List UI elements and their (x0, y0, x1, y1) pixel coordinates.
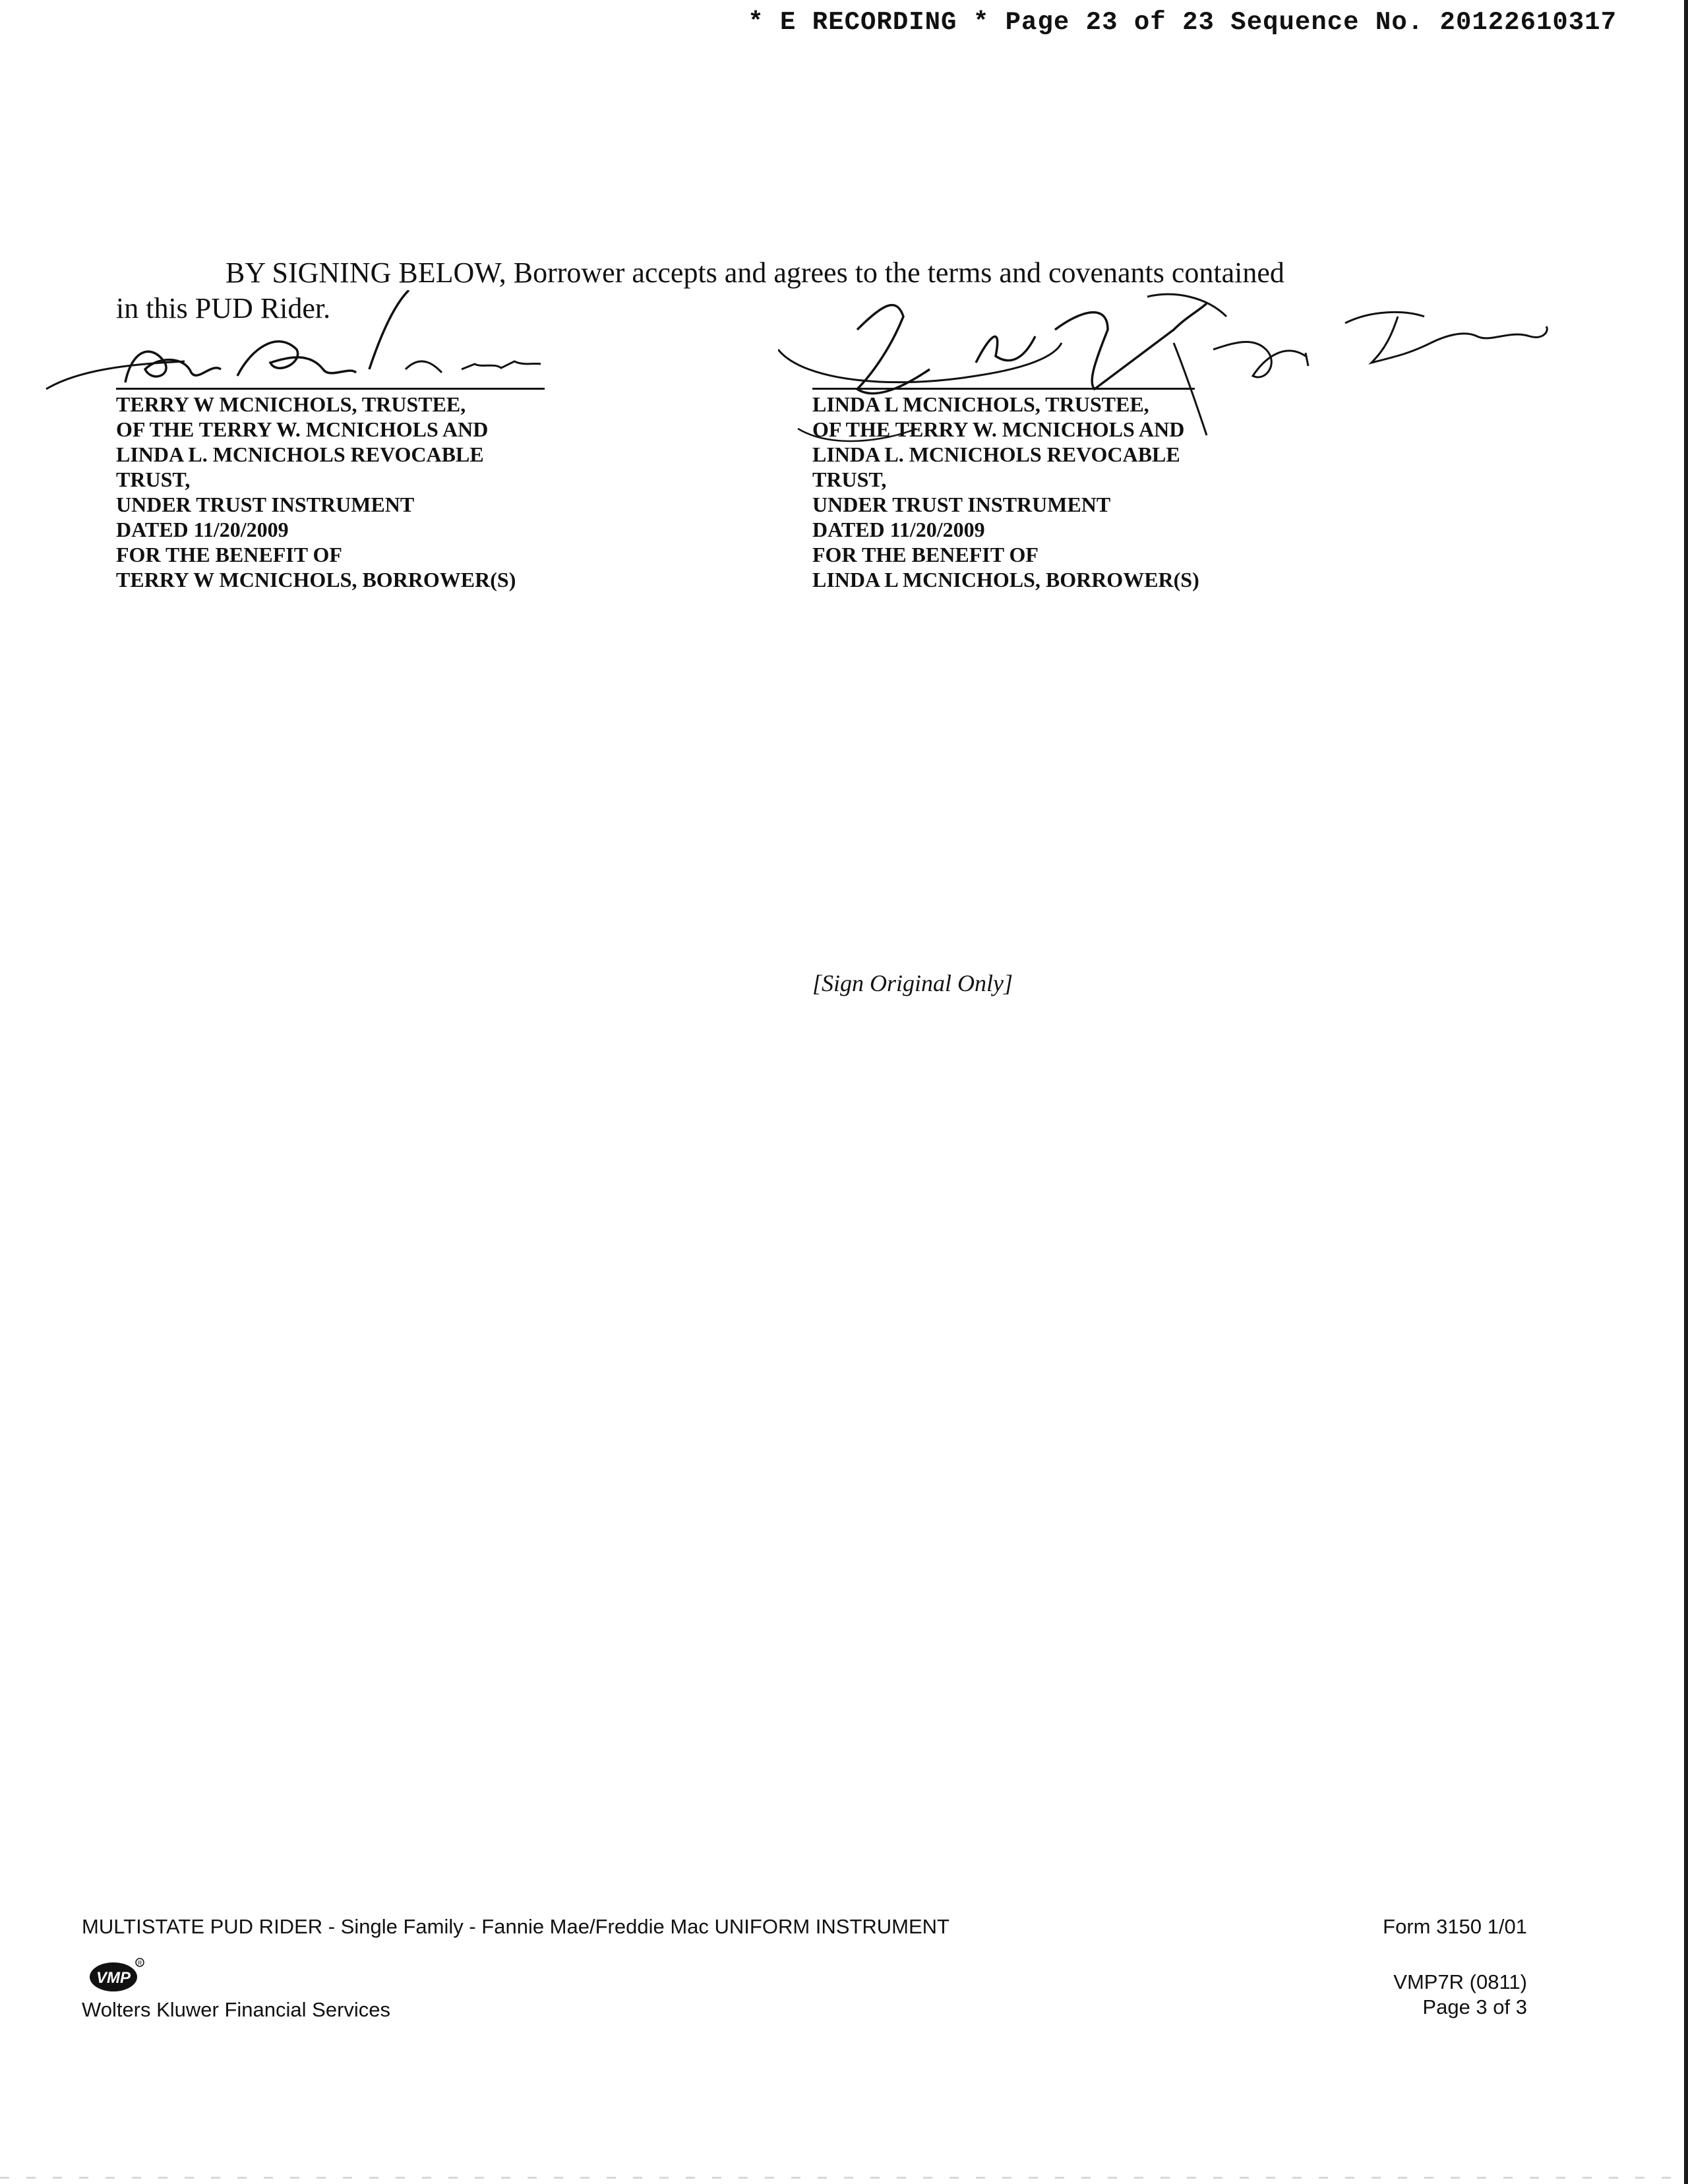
footer-form-number: Form 3150 1/01 (1383, 1915, 1527, 1938)
signer-line: TRUST, (116, 468, 191, 491)
signer-line: TERRY W MCNICHOLS, BORROWER(S) (116, 568, 516, 592)
signer-line: LINDA L. MCNICHOLS REVOCABLE (116, 442, 484, 466)
signer-line: OF THE TERRY W. MCNICHOLS AND (812, 417, 1185, 441)
signer-line: TERRY W MCNICHOLS, TRUSTEE, (116, 392, 466, 416)
svg-text:VMP: VMP (96, 1969, 131, 1987)
signer-line: DATED 11/20/2009 (116, 518, 289, 541)
svg-text:R: R (137, 1960, 142, 1966)
signer-line: UNDER TRUST INSTRUMENT (116, 493, 415, 516)
signer-line: LINDA L. MCNICHOLS REVOCABLE (812, 442, 1180, 466)
scan-artifact-line (0, 2177, 1675, 2179)
footer-doc-code: VMP7R (0811) (1393, 1970, 1527, 1993)
footer-form-title: MULTISTATE PUD RIDER - Single Family - Fannie Mae/Freddie Mac UNIFORM INSTRUMENT (82, 1915, 950, 1938)
signature-terry-mcnichols (40, 290, 567, 396)
scan-edge-line (1684, 0, 1688, 2184)
vmp-logo-icon (88, 1956, 145, 1993)
signature-line-right (812, 388, 1195, 390)
recording-header: * E RECORDING * Page 23 of 23 Sequence No. 20122610317 (748, 8, 1617, 37)
signer-line: FOR THE BENEFIT OF (116, 543, 342, 566)
signer-line: LINDA L MCNICHOLS, TRUSTEE, (812, 392, 1149, 416)
footer-company: Wolters Kluwer Financial Services (82, 1998, 391, 2021)
intro-text-line-1: BY SIGNING BELOW, Borrower accepts and agrees to the terms and covenants contained (226, 257, 1284, 289)
signer-block-terry (116, 392, 516, 592)
signer-line: UNDER TRUST INSTRUMENT (812, 493, 1111, 516)
signer-line: OF THE TERRY W. MCNICHOLS AND (116, 417, 489, 441)
signer-line: TRUST, (812, 468, 887, 491)
signer-block-linda (812, 392, 1199, 592)
signer-line: LINDA L MCNICHOLS, BORROWER(S) (812, 568, 1199, 592)
signer-line: FOR THE BENEFIT OF (812, 543, 1039, 566)
footer-page-number: Page 3 of 3 (1422, 1995, 1527, 2018)
signature-line-left (116, 388, 545, 390)
signer-line: DATED 11/20/2009 (812, 518, 985, 541)
intro-text-line-2: in this PUD Rider. (116, 292, 331, 324)
sign-original-note: [Sign Original Only] (812, 970, 1013, 996)
